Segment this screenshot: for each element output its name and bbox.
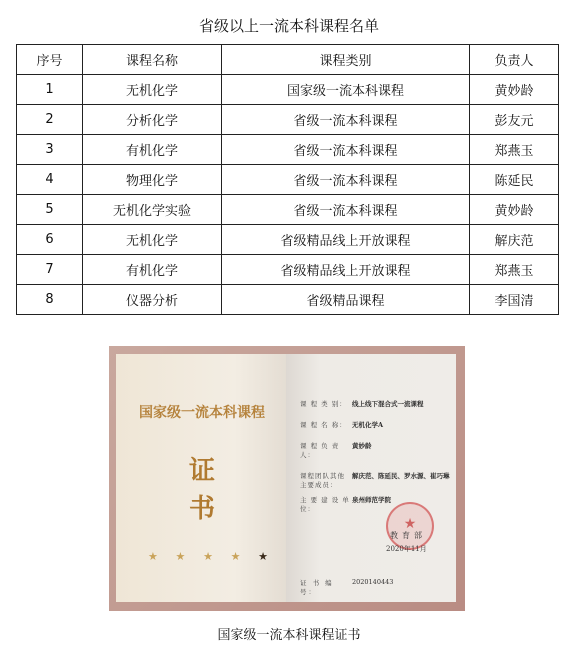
star-icon: ★ xyxy=(148,550,158,563)
row-index: 4 xyxy=(17,165,83,195)
field-course-lead: 课 程 负 责 人： 黄妙龄 xyxy=(300,442,372,459)
row-course-category: 省级一流本科课程 xyxy=(222,165,470,195)
row-course-category: 省级精品线上开放课程 xyxy=(222,225,470,255)
row-index: 6 xyxy=(17,225,83,255)
table-row xyxy=(17,165,559,195)
header-index: 序号 xyxy=(17,45,83,75)
certificate-caption: 国家级一流本科课程证书 xyxy=(217,628,361,643)
table-row xyxy=(17,225,559,255)
table-row xyxy=(17,285,559,315)
star-icon: ★ xyxy=(230,550,241,563)
row-lead: 黄妙龄 xyxy=(470,195,559,225)
row-course-category: 省级精品课程 xyxy=(222,285,470,315)
row-course-name: 仪器分析 xyxy=(83,285,222,315)
field-course-name: 课 程 名 称： 无机化学A xyxy=(300,421,384,429)
field-main-institution: 主 要 建 设 单 位： 泉州师范学院 xyxy=(300,496,391,513)
row-course-category: 省级一流本科课程 xyxy=(222,195,470,225)
certificate-left-page xyxy=(116,354,286,602)
row-lead: 陈延民 xyxy=(470,165,559,195)
row-index: 7 xyxy=(17,255,83,285)
table-row xyxy=(17,195,559,225)
certificate-right-page xyxy=(286,354,456,602)
row-index: 8 xyxy=(17,285,83,315)
row-lead: 黄妙龄 xyxy=(470,75,559,105)
row-course-name: 无机化学 xyxy=(83,75,222,105)
row-course-name: 有机化学 xyxy=(83,135,222,165)
certificate-photo xyxy=(109,346,465,611)
row-lead: 解庆范 xyxy=(470,225,559,255)
row-course-category: 省级一流本科课程 xyxy=(222,105,470,135)
row-course-category: 省级一流本科课程 xyxy=(222,135,470,165)
star-icon: ★ xyxy=(258,550,268,563)
certificate-heading: 国家级一流本科课程 xyxy=(139,405,265,421)
row-lead: 彭友元 xyxy=(470,105,559,135)
field-course-category: 课 程 类 别： 线上线下混合式一流课程 xyxy=(300,400,424,408)
row-lead: 郑燕玉 xyxy=(470,135,559,165)
table-row xyxy=(17,75,559,105)
row-course-name: 分析化学 xyxy=(83,105,222,135)
certificate-title-char-1: 证 xyxy=(188,456,215,486)
star-icon: ★ xyxy=(203,550,213,563)
row-course-name: 物理化学 xyxy=(83,165,222,195)
page-title: 省级以上一流本科课程名单 xyxy=(198,17,379,35)
row-index: 2 xyxy=(17,105,83,135)
row-lead: 李国清 xyxy=(470,285,559,315)
seal-star-icon: ★ xyxy=(403,516,417,532)
table-row xyxy=(17,135,559,165)
issue-date: 2020年11月 xyxy=(386,545,427,553)
course-table xyxy=(16,44,559,315)
row-lead: 郑燕玉 xyxy=(470,255,559,285)
header-course-name: 课程名称 xyxy=(83,45,222,75)
certificate-number: 证 书 编 号： 2020140443 xyxy=(300,578,394,596)
certificate-title-char-2: 书 xyxy=(188,494,215,524)
row-course-name: 无机化学 xyxy=(83,225,222,255)
row-index: 5 xyxy=(17,195,83,225)
star-icon: ★ xyxy=(175,550,186,563)
row-course-category: 国家级一流本科课程 xyxy=(222,75,470,105)
row-index: 3 xyxy=(17,135,83,165)
star-row xyxy=(148,550,268,563)
header-course-category: 课程类别 xyxy=(222,45,470,75)
row-course-name: 有机化学 xyxy=(83,255,222,285)
issuer: 教育部 xyxy=(390,531,426,540)
table-row xyxy=(17,105,559,135)
row-course-name: 无机化学实验 xyxy=(83,195,222,225)
official-seal xyxy=(386,502,434,550)
field-team-members: 课程团队其他主要成员： 解庆范、陈延民、罗水源、崔巧琳 xyxy=(300,472,450,489)
table-row xyxy=(17,255,559,285)
certificate-fields xyxy=(300,400,452,526)
row-course-category: 省级精品线上开放课程 xyxy=(222,255,470,285)
table-header-row xyxy=(17,45,559,75)
header-lead: 负责人 xyxy=(470,45,559,75)
row-index: 1 xyxy=(17,75,83,105)
certificate-paper xyxy=(116,354,456,602)
